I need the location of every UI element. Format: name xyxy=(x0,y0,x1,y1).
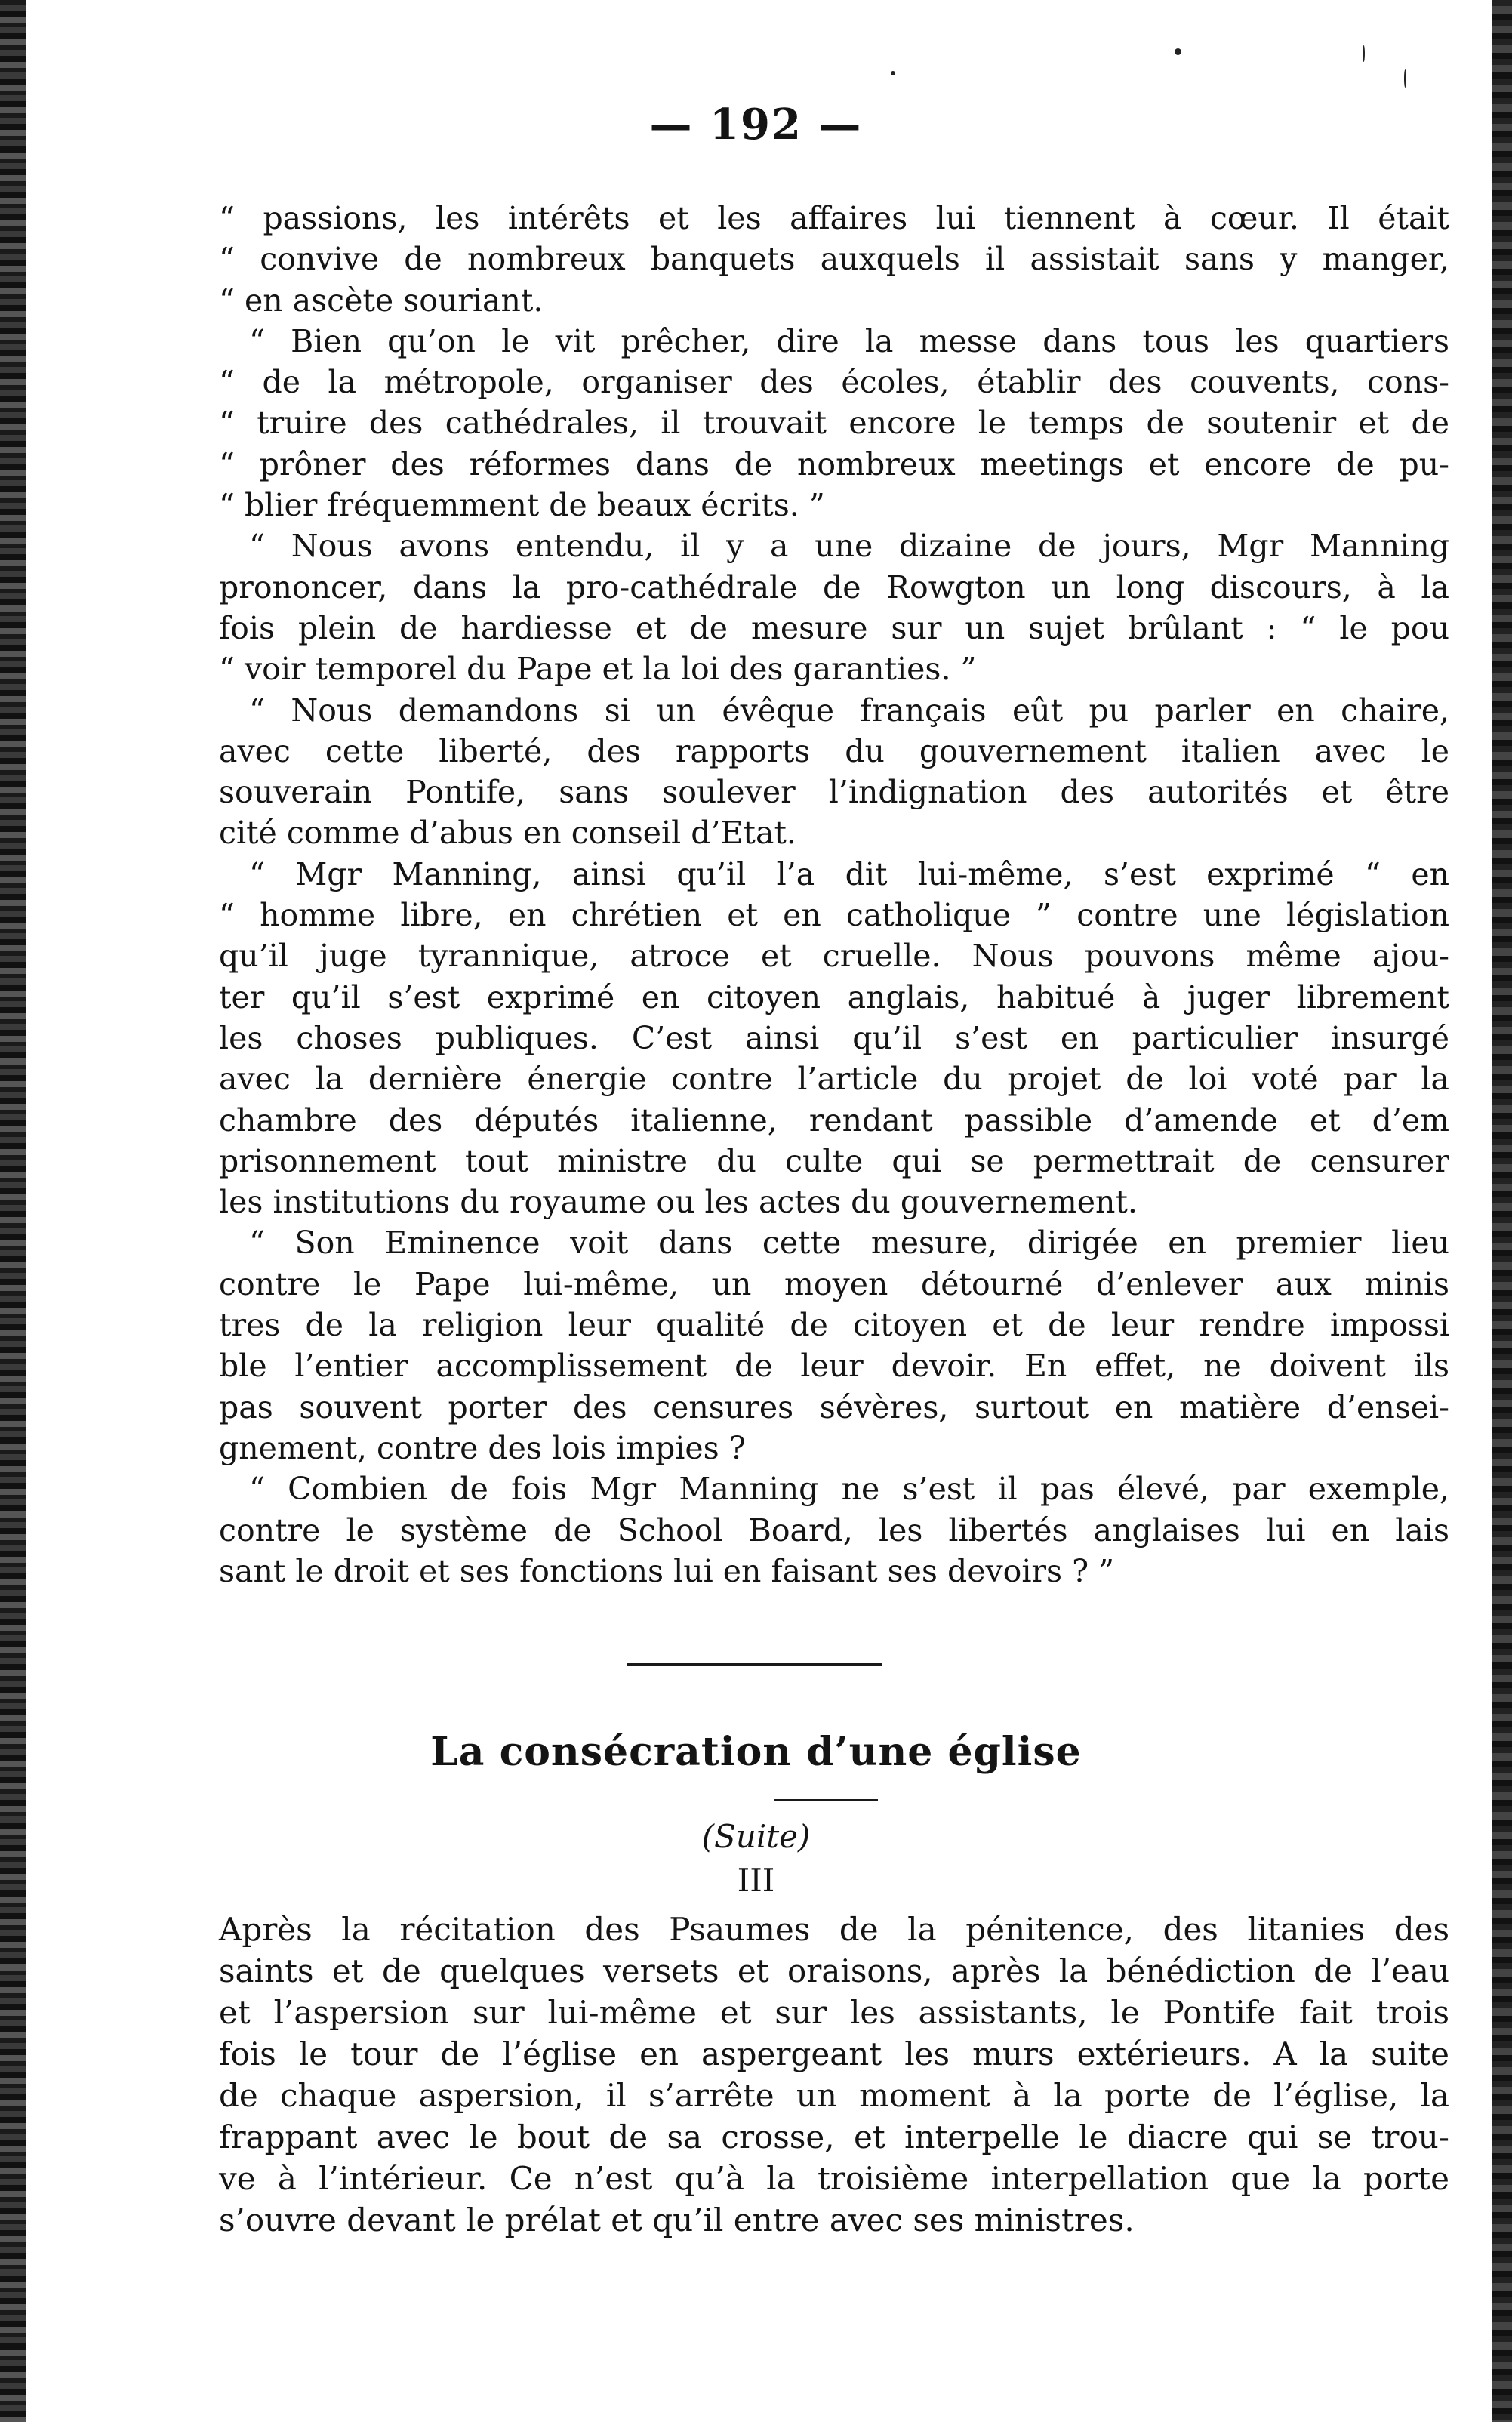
text-line: souverain Pontife, sans soulever l’indignation des autorités et être xyxy=(219,774,1449,811)
section-title: La consécration d’une église xyxy=(430,1729,1082,1775)
text-line: avec la dernière énergie contre l’article du projet de loi voté par la xyxy=(219,1061,1449,1098)
text-line: “ en ascète souriant. xyxy=(219,282,544,319)
text-line: “ passions, les intérêts et les affaires lui tiennent à cœur. Il était xyxy=(219,200,1449,236)
text-line: “ Combien de fois Mgr Manning ne s’est il pas élevé, par exemple, xyxy=(249,1471,1449,1508)
quote-paragraph-1 xyxy=(219,198,1449,321)
text-line: “ truire des cathédrales, il trouvait encore le temps de soutenir et de xyxy=(219,405,1449,442)
body-text xyxy=(219,198,1449,1592)
quote-paragraph-5 xyxy=(219,854,1449,1223)
text-line: les choses publiques. C’est ainsi qu’il s’est en particulier insurgé xyxy=(219,1019,1449,1056)
text-line: saints et de quelques versets et oraisons, après la bénédiction de l’eau xyxy=(219,1952,1449,1989)
text-line: “ homme libre, en chrétien et en catholique ” contre une législation xyxy=(219,897,1449,934)
title-underline xyxy=(774,1799,878,1801)
text-line: “ Nous demandons si un évêque français eût pu parler en chaire, xyxy=(249,692,1449,729)
text-line: les institutions du royaume ou les actes du gouvernement. xyxy=(219,1184,1138,1221)
page-number: — 192 — xyxy=(649,100,863,149)
text-line: ble l’entier accomplissement de leur devoir. En effet, ne doivent ils xyxy=(219,1348,1449,1385)
part-number: III xyxy=(737,1862,775,1899)
text-line: pas souvent porter des censures sévères, surtout en matière d’ensei- xyxy=(219,1388,1449,1425)
text-line: avec cette liberté, des rapports du gouvernement italien avec le xyxy=(219,732,1449,769)
text-line: “ Son Eminence voit dans cette mesure, dirigée en premier lieu xyxy=(249,1225,1449,1262)
scan-speck xyxy=(1175,48,1181,55)
text-line: “ Bien qu’on le vit prêcher, dire la messe dans tous les quartiers xyxy=(249,322,1449,359)
scan-binding-edge xyxy=(0,0,26,2422)
text-line: fois le tour de l’église en aspergeant les murs extérieurs. A la suite xyxy=(219,2035,1449,2072)
quote-paragraph-7 xyxy=(219,1468,1449,1592)
quote-paragraph-2 xyxy=(219,321,1449,525)
text-line: ter qu’il s’est exprimé en citoyen anglais, habitué à juger librement xyxy=(219,978,1449,1015)
text-line: frappant avec le bout de sa crosse, et interpelle le diacre qui se trou- xyxy=(219,2118,1449,2155)
scan-speck xyxy=(1404,69,1406,88)
section-divider xyxy=(627,1663,882,1666)
text-line: “ Nous avons entendu, il y a une dizaine de jours, Mgr Manning xyxy=(249,528,1449,565)
text-line: contre le système de School Board, les libertés anglaises lui en lais xyxy=(219,1511,1449,1548)
article-paragraph xyxy=(219,1909,1449,2241)
text-line: prononcer, dans la pro-cathédrale de Rowgton un long discours, à la xyxy=(219,569,1449,606)
text-line: ve à l’intérieur. Ce n’est qu’à la troisième interpellation que la porte xyxy=(219,2160,1449,2197)
text-line: Après la récitation des Psaumes de la pénitence, des litanies des xyxy=(219,1911,1449,1948)
text-line: sant le droit et ses fonctions lui en faisant ses devoirs ? ” xyxy=(219,1552,1115,1589)
text-line: “ de la métropole, organiser des écoles, établir des couvents, cons- xyxy=(219,364,1449,401)
section-subtitle: (Suite) xyxy=(701,1818,811,1855)
text-line: prisonnement tout ministre du culte qui se permettrait de censurer xyxy=(219,1142,1449,1179)
quote-paragraph-6 xyxy=(219,1222,1449,1468)
text-line: “ convive de nombreux banquets auxquels il assistait sans y manger, xyxy=(219,241,1449,278)
scan-right-edge xyxy=(1492,0,1512,2422)
text-line: de chaque aspersion, il s’arrête un moment à la porte de l’église, la xyxy=(219,2077,1449,2114)
text-line: s’ouvre devant le prélat et qu’il entre avec ses ministres. xyxy=(219,2202,1135,2239)
text-line: tres de la religion leur qualité de citoyen et de leur rendre impossi xyxy=(219,1307,1449,1344)
text-line: gnement, contre des lois impies ? xyxy=(219,1429,746,1466)
text-line: “ Mgr Manning, ainsi qu’il l’a dit lui-même, s’est exprimé “ en xyxy=(249,855,1449,892)
text-line: qu’il juge tyrannique, atroce et cruelle. Nous pouvons même ajou- xyxy=(219,938,1449,975)
scan-speck xyxy=(1363,45,1365,62)
quote-paragraph-4 xyxy=(219,690,1449,854)
text-line: et l’aspersion sur lui-même et sur les assistants, le Pontife fait trois xyxy=(219,1994,1449,2031)
text-line: “ prôner des réformes dans de nombreux meetings et encore de pu- xyxy=(219,445,1449,482)
quote-paragraph-3 xyxy=(219,525,1449,689)
text-line: cité comme d’abus en conseil d’Etat. xyxy=(219,815,796,852)
scan-speck xyxy=(891,71,895,75)
text-line: “ voir temporel du Pape et la loi des garanties. ” xyxy=(219,651,977,688)
text-line: fois plein de hardiesse et de mesure sur un sujet brûlant : “ le pou xyxy=(219,609,1449,646)
text-line: contre le Pape lui-même, un moyen détourné d’enlever aux minis xyxy=(219,1265,1449,1302)
text-line: “ blier fréquemment de beaux écrits. ” xyxy=(219,487,825,524)
text-line: chambre des députés italienne, rendant passible d’amende et d’em xyxy=(219,1102,1449,1139)
